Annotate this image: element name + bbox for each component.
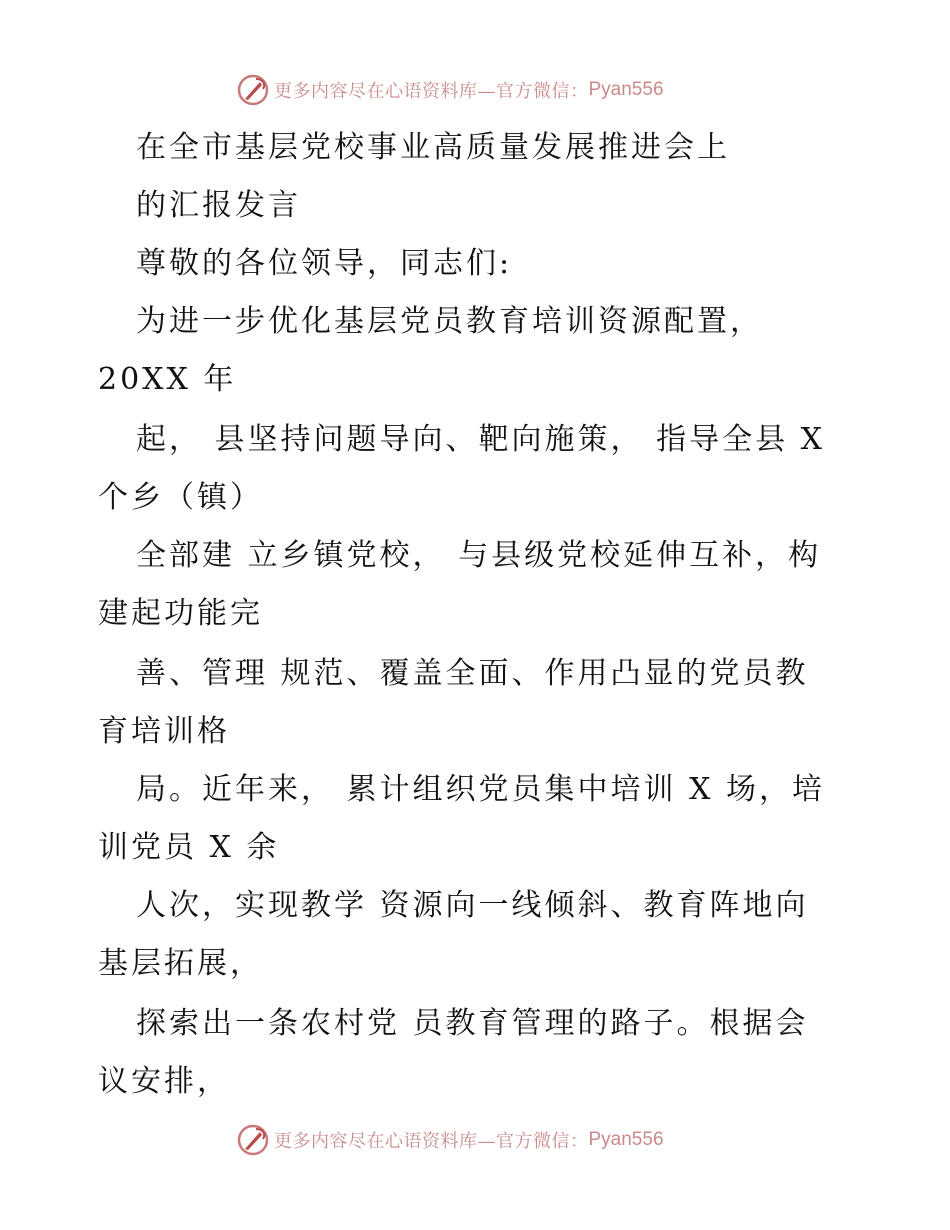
- paragraph-line: 人次，实现教学 资源向一线倾斜、教育阵地向: [136, 888, 809, 923]
- paragraph-line: 议安排，: [98, 1064, 230, 1099]
- title-line-2: 的汇报发言: [136, 188, 301, 223]
- paragraph-line: 探索出一条农村党 员教育管理的路子。根据会: [136, 1006, 809, 1041]
- header-watermark: [236, 72, 664, 108]
- footer-watermark: [236, 1122, 664, 1158]
- paragraph-line: 20XX 年: [98, 362, 237, 397]
- watermark-text: 更多内容尽在心语资料库—官方微信：: [274, 81, 589, 102]
- paragraph-line: 起， 县坚持问题导向、靶向施策， 指导全县 X: [136, 422, 825, 457]
- paragraph-line: 基层拓展，: [98, 946, 263, 981]
- watermark-text: 更多内容尽在心语资料库—官方微信：: [274, 1131, 589, 1152]
- title-line-1: 在全市基层党校事业高质量发展推进会上: [136, 130, 730, 165]
- paragraph-line: 训党员 X 余: [98, 830, 280, 865]
- paragraph-line: 善、管理 规范、覆盖全面、作用凸显的党员教: [136, 656, 809, 691]
- quill-logo-icon: [236, 73, 270, 107]
- quill-logo-icon: [236, 1123, 270, 1157]
- paragraph-line: 为进一步优化基层党员教育培训资源配置，: [136, 304, 763, 339]
- paragraph-line: 育培训格: [98, 714, 230, 749]
- paragraph-line: 全部建 立乡镇党校， 与县级党校延伸互补，构: [136, 538, 822, 573]
- watermark-wechat-id: Pyan556: [588, 1129, 664, 1150]
- paragraph-line: 个乡（镇）: [98, 480, 263, 515]
- paragraph-line: 局。近年来， 累计组织党员集中培训 X 场，培: [136, 772, 825, 807]
- watermark-wechat-id: Pyan556: [588, 79, 664, 100]
- paragraph-line: 建起功能完: [98, 596, 263, 631]
- salutation: 尊敬的各位领导，同志们:: [136, 246, 513, 281]
